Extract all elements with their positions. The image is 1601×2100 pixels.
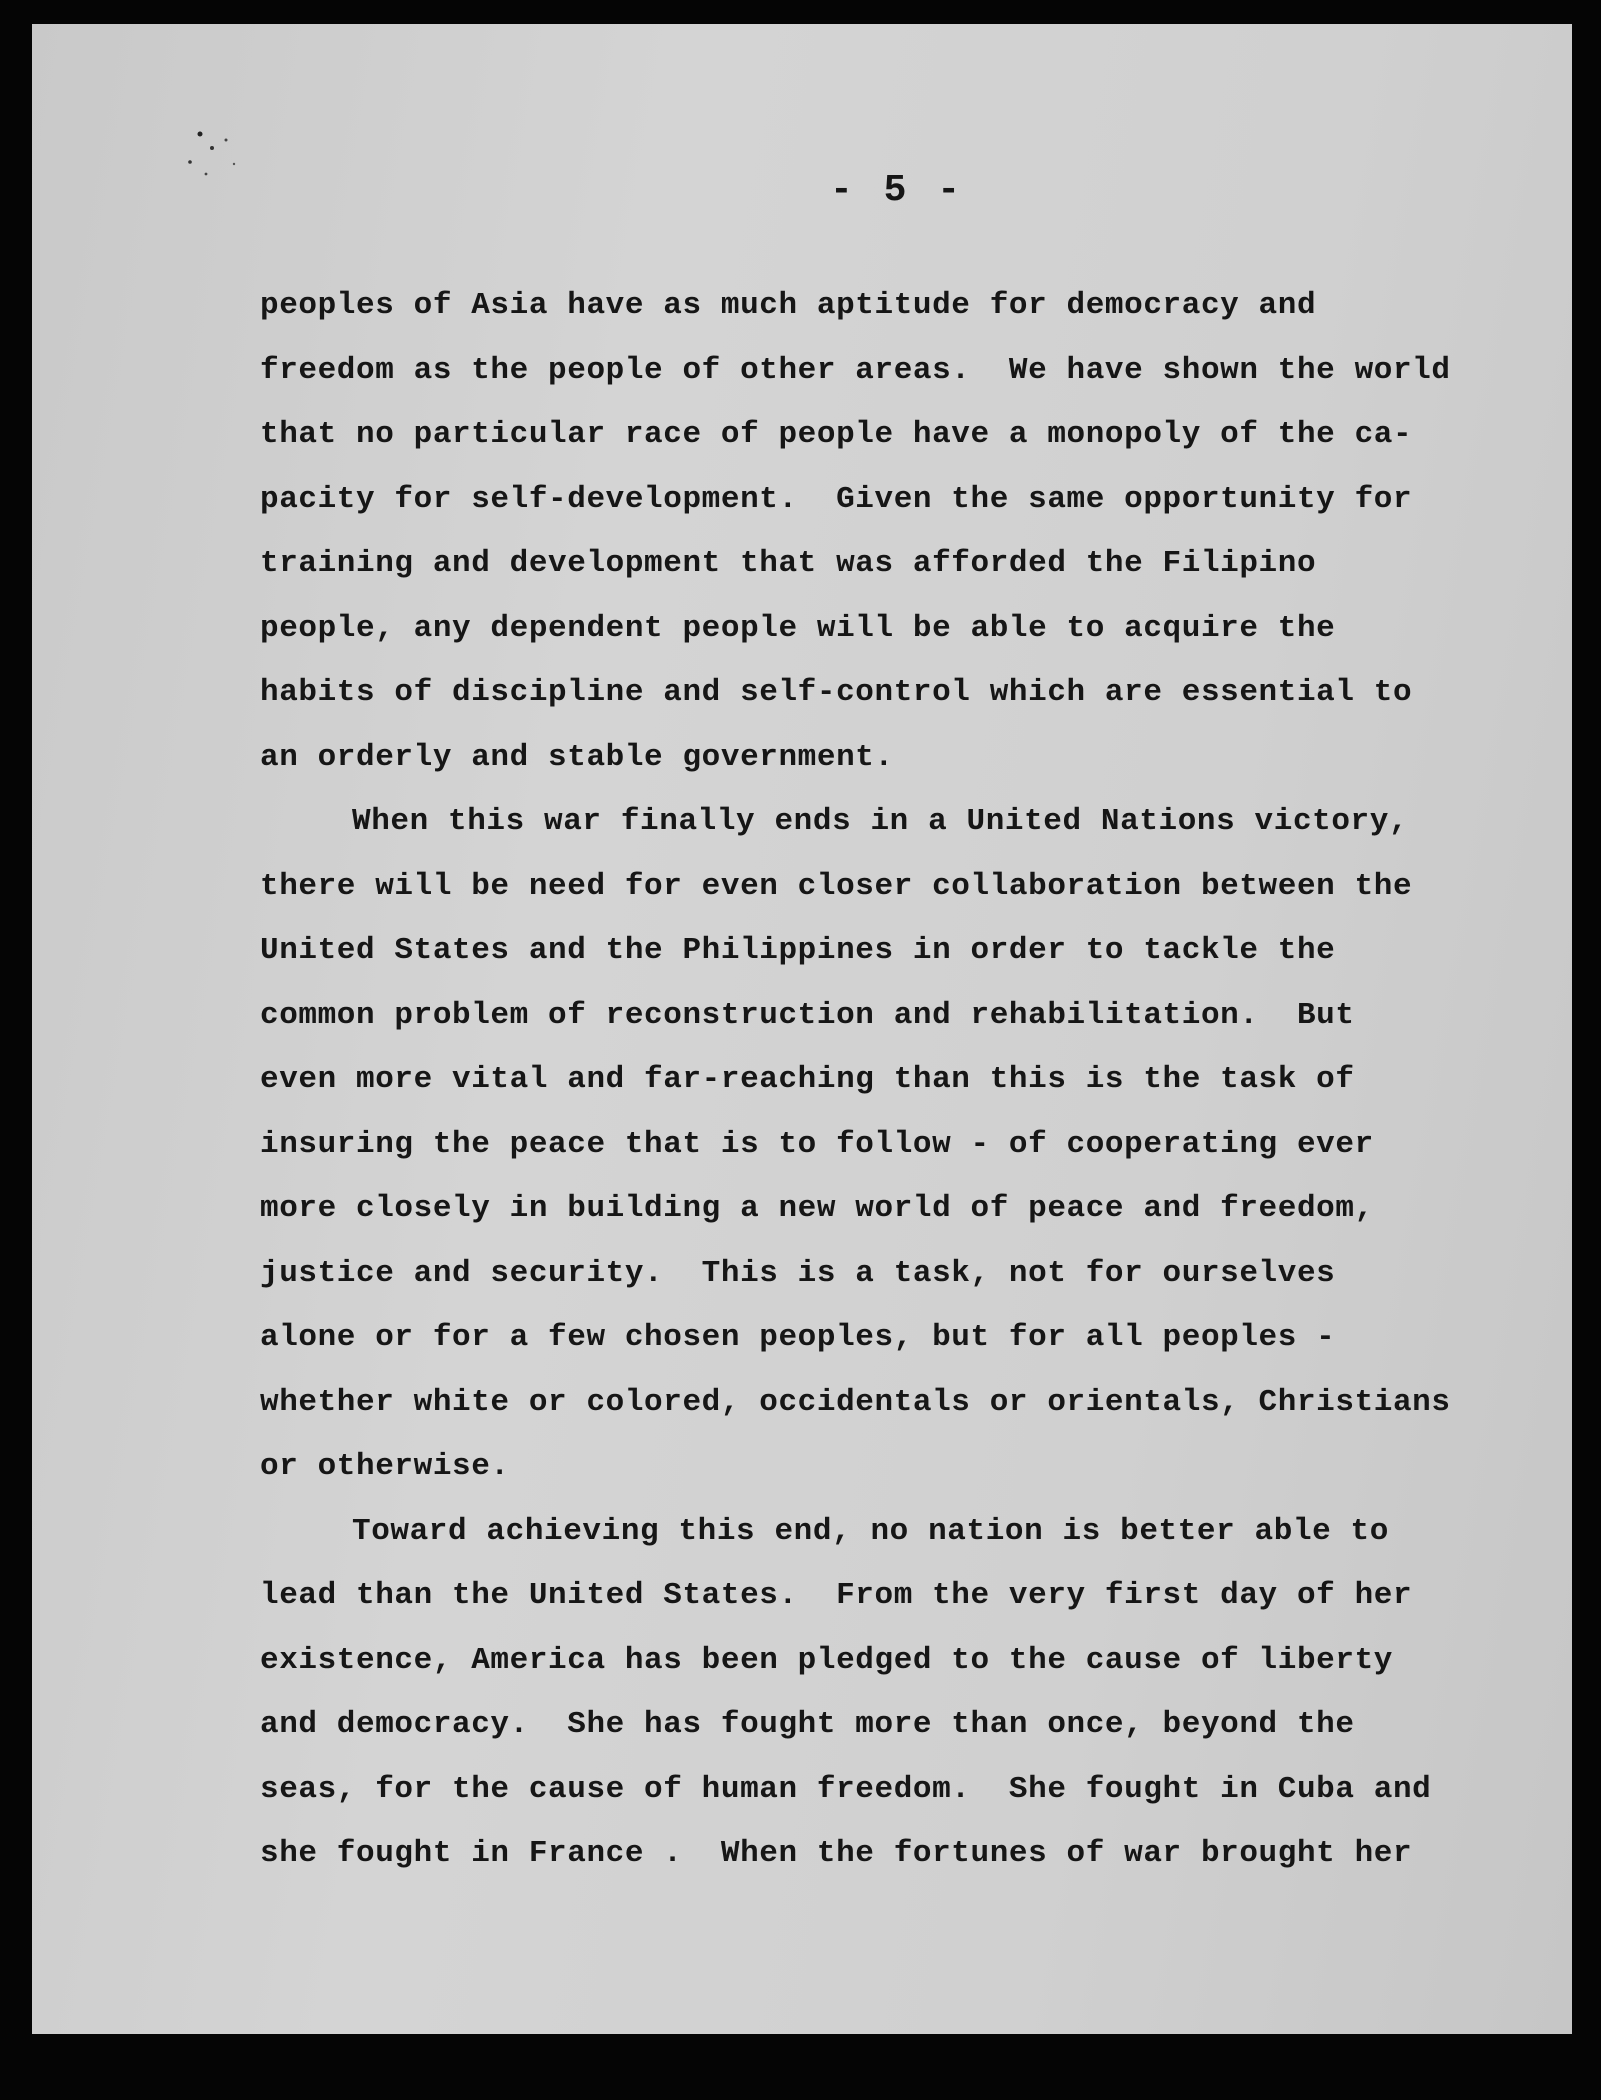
- document-body: [260, 274, 1540, 1887]
- text-line: an orderly and stable government.: [260, 739, 894, 775]
- text-line: United States and the Philippines in order to tackle the: [260, 933, 1336, 968]
- paragraph: [260, 790, 1540, 1500]
- text-line: and democracy. She has fought more than once, beyond the: [260, 1707, 1355, 1742]
- text-line: Toward achieving this end, no nation is better able to: [352, 1513, 1389, 1549]
- text-line: more closely in building a new world of peace and freedom,: [260, 1191, 1374, 1226]
- text-line: peoples of Asia have as much aptitude for democracy and: [260, 288, 1317, 323]
- page-number: - 5 -: [830, 169, 965, 212]
- text-line: that no particular race of people have a monopoly of the ca-: [260, 417, 1413, 452]
- text-line: freedom as the people of other areas. We have shown the world: [260, 352, 1451, 388]
- dust-specks: [182, 104, 302, 224]
- text-line: there will be need for even closer collaboration between the: [260, 868, 1413, 904]
- text-line: she fought in France . When the fortunes of war brought her: [260, 1836, 1413, 1871]
- text-line: seas, for the cause of human freedom. She fought in Cuba and: [260, 1771, 1432, 1807]
- text-line: habits of discipline and self-control which are essential to: [260, 675, 1413, 710]
- text-line: whether white or colored, occidentals or orientals, Christians: [260, 1384, 1451, 1420]
- text-line: alone or for a few chosen peoples, but for all peoples -: [260, 1320, 1336, 1355]
- text-line: even more vital and far-reaching than this is the task of: [260, 1062, 1355, 1097]
- text-line: or otherwise.: [260, 1449, 510, 1484]
- text-line: pacity for self-development. Given the same opportunity for: [260, 481, 1413, 517]
- text-line: When this war finally ends in a United Nations victory,: [352, 804, 1409, 839]
- text-line: lead than the United States. From the very first day of her: [260, 1578, 1413, 1613]
- paragraph: [260, 1500, 1540, 1887]
- text-line: training and development that was afforded the Filipino: [260, 546, 1317, 581]
- text-line: justice and security. This is a task, not for ourselves: [260, 1255, 1336, 1291]
- text-line: existence, America has been pledged to the cause of liberty: [260, 1642, 1393, 1678]
- text-line: people, any dependent people will be able to acquire the: [260, 610, 1336, 646]
- document-page: [32, 24, 1572, 2034]
- text-line: common problem of reconstruction and rehabilitation. But: [260, 997, 1355, 1033]
- text-line: insuring the peace that is to follow - of cooperating ever: [260, 1126, 1374, 1162]
- paragraph: [260, 274, 1540, 790]
